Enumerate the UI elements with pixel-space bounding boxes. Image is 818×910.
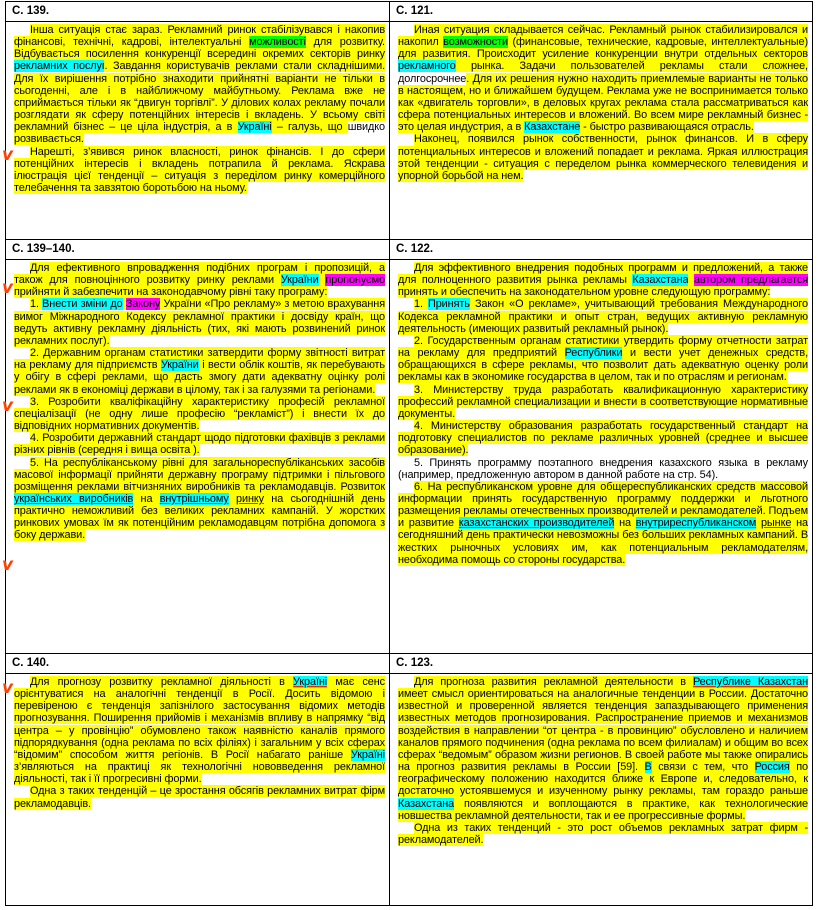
text-run: Для прогноза развития рекламной деятельности в [414, 676, 693, 688]
paragraph [14, 432, 385, 456]
text-run: . Завдання користувачів реклами стали складнішими. Для їх вирішення потрібно знаходити прийнятні варіанти не тільки в сьогоденні, але і в найближчому майбутньому. Реклама вже не сприймається тільки як “двигун торгівлі”. У ділових колах рекламу почали розглядати як сферу потенційних інтересів і вкладень. У всьому світі рекламний бізнес – це ціла індустрія, а в [14, 60, 385, 134]
paragraph [14, 457, 385, 542]
text-run: 3. Министерству труда разработать квалификационную характеристику профессий рекламной специализации и внести в соответствующие нормативные документы. [398, 383, 808, 420]
highlighted-term: Казахстана [632, 274, 689, 287]
text-run: (финансовые, технические, кадровые, интеллектуальные) для развития. Происходит усиление конкуренции внутри отдельных секторов [398, 36, 809, 61]
page-ref-ukrainian: С. 139–140. [12, 243, 75, 255]
highlighted-term: Внести зміни до [42, 298, 123, 311]
highlighted-term: внутрішньому [159, 492, 229, 505]
text-run: – галузь, що [271, 121, 348, 134]
highlighted-term: Україні [293, 676, 328, 688]
right-cell-header [390, 2, 813, 22]
highlighted-term: казахстанских производителей [458, 517, 615, 530]
text-run: має сенс орієнтуватися на аналогічні тенденції в Росії. Досить відомою і перевіреною є тенденція запізнілого застосування відомих методів прогнозування. Поширення прийомів і механізмів впливу в напрямку “від центра – у провінцію” обумовлено також наявністю каналів прямого підпорядкування (одна реклама по всіх філіях) і загальним у всіх сферах “відомим” способом життя регіонів. В Росії набагато раніше [14, 676, 385, 761]
marked-word: возможности [443, 36, 508, 49]
page-ref-russian: С. 122. [396, 243, 434, 255]
text-run: для розвитку. Відбувається посилення конкуренції всередині окремих секторів ринку [14, 36, 385, 61]
paragraph [14, 396, 385, 432]
text-run: Наконец, появился рынок собственности, рынок финансов. И в сферу потенциальных интересов и вложений попадает и реклама. Яркая иллюстрация этой тенденции - ситуация с переделом рынка коммерческого телевидения и упорной борьбой на нем. [398, 133, 808, 182]
text-run: 5. Принять программу поэтапного внедрения казахского языка в рекламу (например, предложенную автором в данной работе на стр. 54). [398, 456, 808, 481]
highlighted-term: В [644, 761, 652, 774]
text-run: - быстро развивающаяся отрасль. [580, 121, 754, 134]
page-ref-russian: С. 121. [396, 5, 434, 17]
highlighted-term: рекламних послуг [14, 60, 105, 73]
highlighted-term: України [280, 274, 319, 287]
highlighted-term: Россия [754, 761, 790, 774]
header-row-3 [6, 654, 813, 674]
margin-check-mark: v [2, 145, 14, 165]
page-ref-ukrainian: С. 139. [12, 5, 50, 17]
paragraph [398, 676, 808, 822]
text-run: имеет смысл ориентироваться на аналогичные тенденции в России. Достаточно известной и проверенной является тенденция запаздывающего применения известных методов прогнозирования. Распространение приемов и механизмов воздействия в направлении “от центра - в провинцию” обусловлено и наличием каналов прямого подчинения (одна реклама по всем филиалам) и общим во всех сферах “ведомым” образом жизни регионов. В своей работе мы также опирались на прогноз развития рекламы в России [59]. [398, 688, 808, 774]
highlighted-term: Принять [428, 298, 470, 311]
marked-word: автором предлагается [694, 274, 808, 287]
text-run: Одна з таких тенденцій – це зростання обсягів рекламних витрат фірм рекламодавців. [14, 785, 385, 810]
paragraph [398, 384, 808, 420]
margin-check-mark: v [2, 396, 14, 416]
text-run: 5. На республіканському рівні для загальнореспубліканських засобів масової інформації прийняти державну програму підтримки і пільгового розміщення реклами вітчизняних виробників та рекламодавців. Розвиток [14, 456, 385, 493]
russian-text-block [390, 674, 812, 848]
text-run: долгосрочнее [398, 72, 467, 85]
text-run: ринку [236, 492, 265, 505]
text-run: розвивається. [14, 133, 84, 146]
highlighted-term: Республики [564, 347, 623, 360]
body-row-3 [6, 674, 813, 906]
text-run: Закон «О рекламе», учитывающий требования Международного Кодекса рекламной практики и опыт стран, ведущих активную рекламную деятельность (имеющих развитый рекламный рынок). [398, 298, 808, 335]
paragraph [398, 420, 808, 456]
text-run: и вести учет денежных средств, обращающихся в сфере рекламы, что позволит дать адекватную оценку роли рекламы как в экономике государства в целом, так и по отраслям и регионам. [398, 347, 808, 384]
russian-text-block [390, 260, 812, 568]
paragraph [14, 262, 385, 298]
margin-check-mark: v [2, 555, 14, 575]
text-run: Для прогнозу розвитку рекламної діяльності в [30, 676, 294, 688]
paragraph [14, 298, 385, 347]
highlighted-term: українських виробників [14, 492, 134, 505]
text-run: на [133, 492, 160, 505]
text-run: 2. Государственным органам статистики утвердить форму отчетности затрат на рекламу для предприятий [398, 334, 808, 360]
text-run: Для эффективного внедрения подобных программ и предложений, а также для полноценного развития рынка рекламы [398, 262, 808, 287]
header-row-2 [6, 240, 813, 260]
paragraph [398, 457, 808, 481]
paragraph [398, 481, 808, 566]
highlighted-term: Україні [350, 748, 385, 761]
text-run: 2. Державним органам статистики затвердити форму звітності витрат на рекламу для підприємств [14, 347, 385, 372]
text-run: 3. Розробити кваліфікаційну характеристику професій рекламної спеціалізації (не одну лише професію “рекламіст”) і внести їх до відповідних нормативних документів. [14, 395, 385, 433]
margin-check-mark: v [2, 678, 14, 698]
paragraph [14, 676, 385, 785]
text-run: Інша ситуація стає зараз. Рекламний ринок стабілізувався і накопив фінансові, технічні, кадрові, інтелектуальні [14, 24, 385, 49]
ukrainian-text-block [6, 674, 389, 812]
marked-word: можливості [249, 36, 306, 49]
ukrainian-text-block [6, 22, 389, 196]
text-run: на сегодняшний день практически невозможны без больших рекламных кампаний. В жестких рыночных условиях им, как потенциальным рекламодателям, необходима помощь со стороны государства. [398, 517, 808, 566]
text-run: Нарешті, з’явився ринок власності, ринок фінансів. І до сфери потенційних інтересів і вкладень потрапила й реклама. Яскрава ілюстрація цієї тенденції – ситуація з переділом ринку комерційного телебачення та завзятою боротьбою на ньому. [14, 145, 385, 195]
text-run: Для ефективного впровадження подібних програм і пропозицій, а також для повноцінного розвитку ринку реклами [14, 262, 385, 287]
text-run: рынка. Задачи пользователей рекламы стали сложнее, [455, 60, 808, 73]
text-run [229, 493, 236, 505]
paragraph [398, 298, 808, 334]
paragraph [398, 133, 808, 182]
highlighted-term: рекламного [398, 60, 456, 73]
text-run: Иная ситуация складывается сейчас. Рекламный рынок стабилизировался и накопил [398, 24, 808, 49]
page-ref-ukrainian: С. 140. [12, 657, 50, 669]
text-run: Одна из таких тенденций - это рост объемов рекламных затрат фирм - рекламодателей. [398, 821, 808, 847]
marked-word: пропонуємо [325, 274, 385, 287]
text-run: принять и обеспечить на законодательном уровне следующую программу: [398, 286, 771, 299]
paragraph [398, 262, 808, 298]
comparison-table [5, 1, 813, 906]
highlighted-term: Казахстане [524, 121, 581, 134]
text-run: связи с тем, что [651, 761, 755, 774]
text-run: 1. [414, 298, 428, 311]
text-run: 4. Министерству образования разработать государственный стандарт на подготовку специалистов по рекламе различных уровней (среднее и высшее образование). [398, 420, 808, 457]
highlighted-term: внутриреспубликанском [635, 517, 757, 530]
text-run: рынке [760, 517, 792, 530]
text-run: України «Про рекламу» з метою врахування вимог Міжнародного Кодексу рекламної практики і досвіду країн, що ведуть активну рекламну діяльність (тих, які мають розвинений ринок рекламних послуг). [14, 298, 385, 347]
text-run: на [614, 517, 636, 530]
highlighted-term: України [160, 359, 199, 372]
paragraph [398, 24, 808, 133]
body-row-1 [6, 22, 813, 240]
paragraph [14, 146, 385, 195]
text-run: на сьогоднішній день практично неможливий без великих рекламних кампаній. У жорстких ринкових умовах їм як потенційним рекламодавцям потрібна допомога з боку держави. [14, 492, 386, 542]
text-run: з’являються на практиці як технологічні нововведення рекламної діяльності, так і її прогресивні форми. [14, 761, 385, 786]
text-run: . Для их решения нужно находить приемлемые варианты не только в настоящем, но и ближайшем будущем. Реклама уже не воспринимается только как «двигатель торговли», в деловых кругах реклама стала рассматриваться как сфера потенциальных интересов и вложений. Во всем мире рекламный бизнес - это целая индустрия, а в [398, 72, 808, 134]
highlighted-term: Казахстана [398, 797, 455, 810]
paragraph [14, 785, 385, 809]
body-row-2 [6, 260, 813, 654]
paragraph [398, 335, 808, 384]
text-run: прийняти й забезпечити на законодавчому рівні таку програму: [14, 286, 328, 299]
ukrainian-text-block [6, 260, 389, 544]
header-row-1 [6, 2, 813, 22]
paragraph [14, 24, 385, 146]
highlighted-term: Україні [237, 121, 272, 134]
text-run: 4. Розробити державний стандарт щодо підготовки фахівців з реклами різних рівнів (середня і вища освіта ). [14, 432, 385, 457]
highlighted-term: Республике Казахстан [692, 676, 808, 688]
text-run: 6. На республиканском уровне для общереспубликанских средств массовой информации принять государственную программу поддержки и льготного размещения рекламы отечественных производителей и рекламодателей. Подъем и развитие [398, 480, 808, 530]
text-run: 1. [30, 298, 43, 311]
marked-word: Закону [125, 298, 161, 311]
text-run: появляются и воплощаются в практике, как технологические новшества рекламной деятельности, так и ее прогрессивные формы. [398, 797, 808, 822]
margin-check-mark: v [2, 278, 14, 298]
paragraph [398, 822, 808, 846]
left-cell-header [6, 2, 390, 22]
paragraph [14, 347, 385, 396]
text-run: по географическому положению находится ближе к Европе и, следовательно, к достаточно устоявшемуся и изученному рынку рекламы, там гораздо раньше [398, 761, 808, 798]
text-run: швидко [347, 121, 385, 134]
russian-text-block [390, 22, 812, 184]
page-ref-russian: С. 123. [396, 657, 434, 669]
text-run: і вести облік коштів, як перебувають у обігу в сфері реклами, що дасть змогу дати адекватну оцінку ролі реклами як в економіці держави в цілому, так і за галузями та регіонами. [14, 359, 385, 396]
